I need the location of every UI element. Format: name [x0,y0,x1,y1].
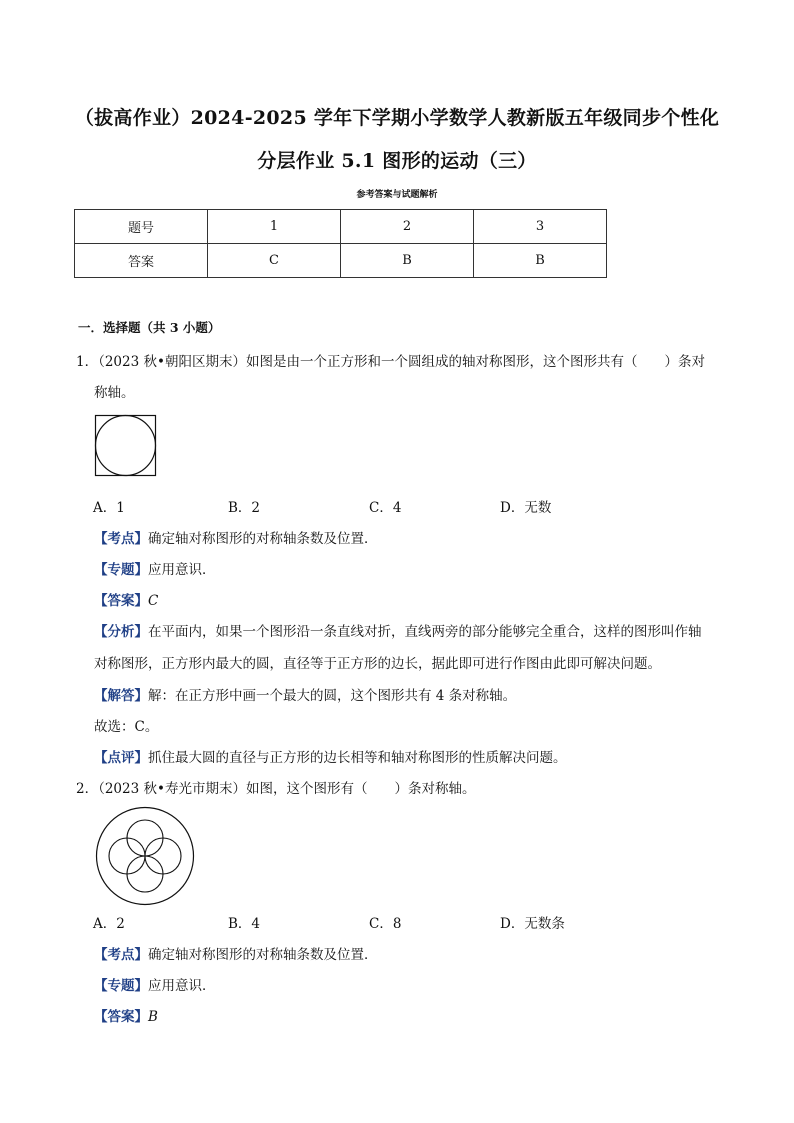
q1-option-a: A．1 [93,500,125,516]
q1-stem-line2: 称轴。 [94,385,135,401]
daan-tag: 【答案】 [94,593,148,609]
q1-option-b: B．2 [228,500,261,516]
jieda-text: 解：在正方形中画一个最大的圆，这个图形共有 4 条对称轴。 [148,688,517,704]
daan-text: C [148,593,159,609]
answer-table-cell: C [208,244,341,278]
q1-kaodian [94,527,378,547]
kaodian-text: 确定轴对称图形的对称轴条数及位置． [148,531,378,547]
kaodian-tag: 【考点】 [94,947,148,963]
q1-guxuan: 故选：C。 [94,719,159,735]
q2-option-a: A．2 [93,916,125,932]
kaodian-text: 确定轴对称图形的对称轴条数及位置． [148,947,378,963]
answer-table-row [75,244,607,278]
daan-tag: 【答案】 [94,1009,148,1025]
q2-option-d: D．无数条 [500,916,565,932]
answer-table-cell: 3 [474,210,607,244]
zhuanti-text: 应用意识． [148,562,216,578]
zhuanti-text: 应用意识． [148,978,216,994]
q2-daan [94,1005,158,1025]
document-title-line2: 分层作业 5.1 图形的运动（三） [257,150,537,172]
jieda-tag: 【解答】 [94,688,148,704]
q1-fenxi-line2: 对称图形，正方形内最大的圆，直径等于正方形的边长，据此即可进行作图由此即可解决问题。 [94,656,661,672]
q1-fenxi-line1 [94,620,702,640]
q1-option-d: D．无数 [500,500,552,516]
q1-daan [94,589,158,609]
q2-kaodian [94,943,378,963]
q1-stem-line1: 1．（2023 秋•朝阳区期末）如图是由一个正方形和一个圆组成的轴对称图形，这个图形共有（ ）条对 [76,354,705,370]
q1-zhuanti [94,558,216,578]
q1-option-c: C．4 [369,500,402,516]
dianping-tag: 【点评】 [94,750,148,766]
kaodian-tag: 【考点】 [94,531,148,547]
circle-petals-figure [94,805,196,907]
section-title: 一．选择题（共 3 小题） [78,320,221,335]
document-title-line1: （拔高作业）2024-2025 学年下学期小学数学人教新版五年级同步个性化 [74,107,720,129]
answer-table-cell: 2 [341,210,474,244]
square-circle-figure [94,414,158,478]
daan-text: B [148,1009,158,1025]
fenxi-text: 在平面内，如果一个图形沿一条直线对折，直线两旁的部分能够完全重合，这样的图形叫作轴 [148,624,702,640]
q2-option-b: B．4 [228,916,261,932]
answer-table-header-row [75,210,607,244]
zhuanti-tag: 【专题】 [94,978,148,994]
answer-table-cell: 题号 [75,210,208,244]
answer-table-cell: B [341,244,474,278]
fenxi-tag: 【分析】 [94,624,148,640]
q2-zhuanti [94,974,216,994]
dianping-text: 抓住最大圆的直径与正方形的边长相等和轴对称图形的性质解决问题。 [148,750,567,766]
q2-stem-line1: 2．（2023 秋•寿光市期末）如图，这个图形有（ ）条对称轴。 [76,781,476,797]
document-subtitle: 参考答案与试题解析 [356,190,438,200]
q1-jieda [94,684,516,704]
answer-table-cell: 答案 [75,244,208,278]
answer-table [74,209,607,278]
answer-table-cell: B [474,244,607,278]
answer-table-cell: 1 [208,210,341,244]
q1-dianping [94,746,567,766]
q2-option-c: C．8 [369,916,402,932]
zhuanti-tag: 【专题】 [94,562,148,578]
